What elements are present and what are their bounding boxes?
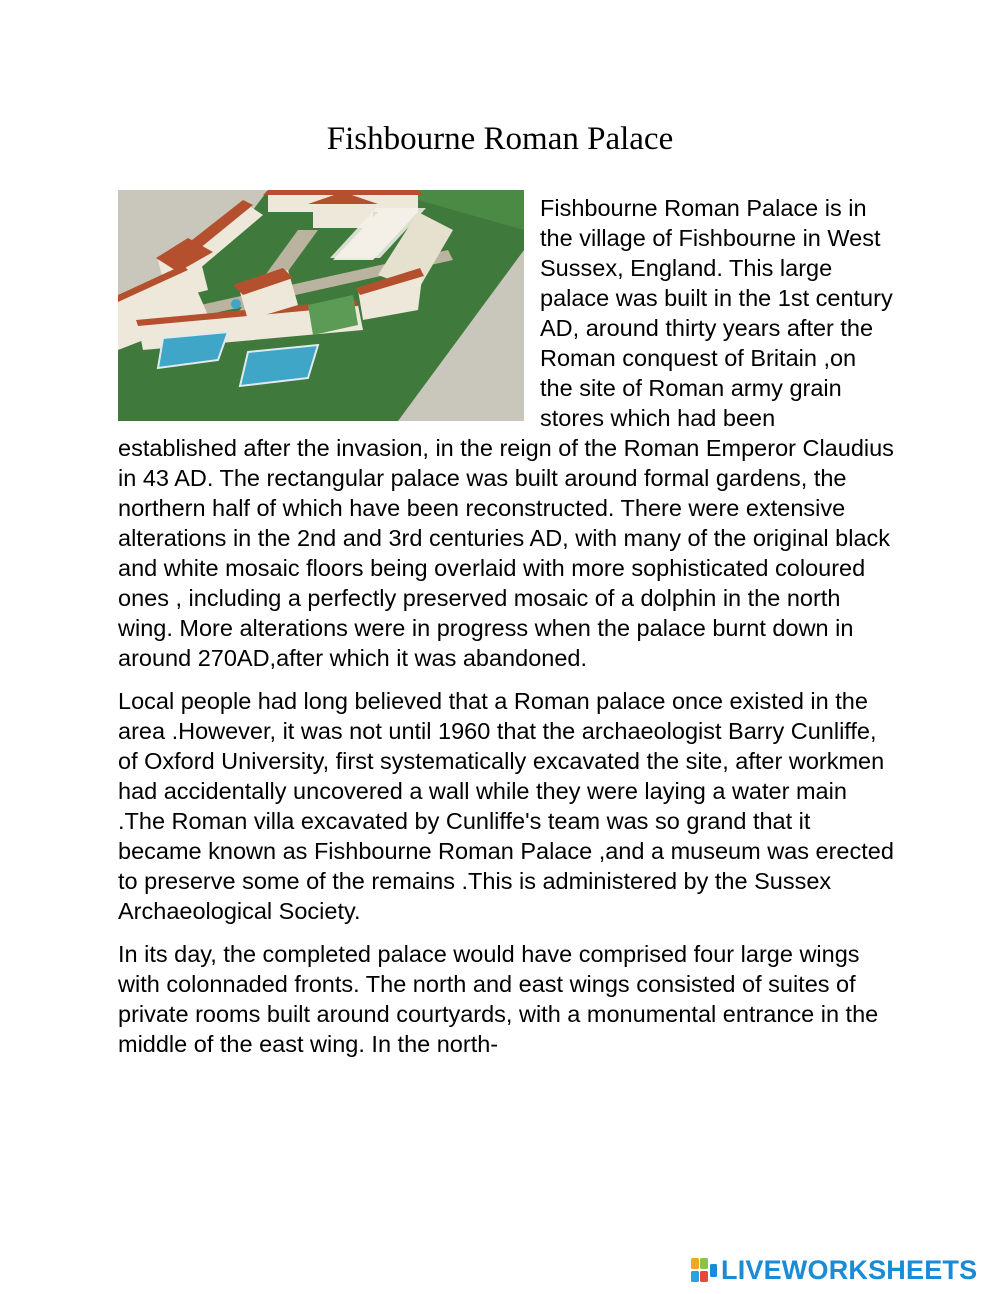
page-title: Fishbourne Roman Palace xyxy=(326,121,674,157)
paragraph-1: Fishbourne Roman Palace is in the village of Fishbourne in West Sussex, England. This large palace was built in the 1st century AD, around thirty years after the Roman conquest of Britain ,on the site of Roman army grain stores which had been established after the invasion, in the reign of the Roman Emperor Claudius in 43 AD. The rectangular palace was built around formal gardens, the northern half of which have been reconstructed. There were extensive alterations in the 2nd and 3rd centuries AD, with many of the original black and white mosaic floors being overlaid with more sophisticated coloured ones , including a perfectly preserved mosaic of a dolphin in the north wing. More alterations were in progress when the palace burnt down in around 270AD,after which it was abandoned. xyxy=(118,195,894,671)
liveworksheets-logo-text: LIVEWORKSHEETS xyxy=(721,1254,978,1285)
liveworksheets-logo-icon xyxy=(690,1257,718,1283)
paragraph-2: Local people had long believed that a Roman palace once existed in the area .However, it was not until 1960 that the archaeologist Barry Cunliffe, of Oxford University, first systematically excavated the site, after workmen had accidentally uncovered a wall while they were laying a water main .The Roman villa excavated by Cunliffe's team was so grand that it became known as Fishbourne Roman Palace ,and a museum was erected to preserve some of the remains .This is administered by the Sussex Archaeological Society. xyxy=(118,688,894,924)
article-body xyxy=(118,193,894,1072)
liveworksheets-logo[interactable] xyxy=(690,1254,977,1286)
paragraph-3: In its day, the completed palace would have comprised four large wings with colonnaded fronts. The north and east wings consisted of suites of private rooms built around courtyards, with a monumental entrance in the middle of the east wing. In the north- xyxy=(118,941,879,1057)
